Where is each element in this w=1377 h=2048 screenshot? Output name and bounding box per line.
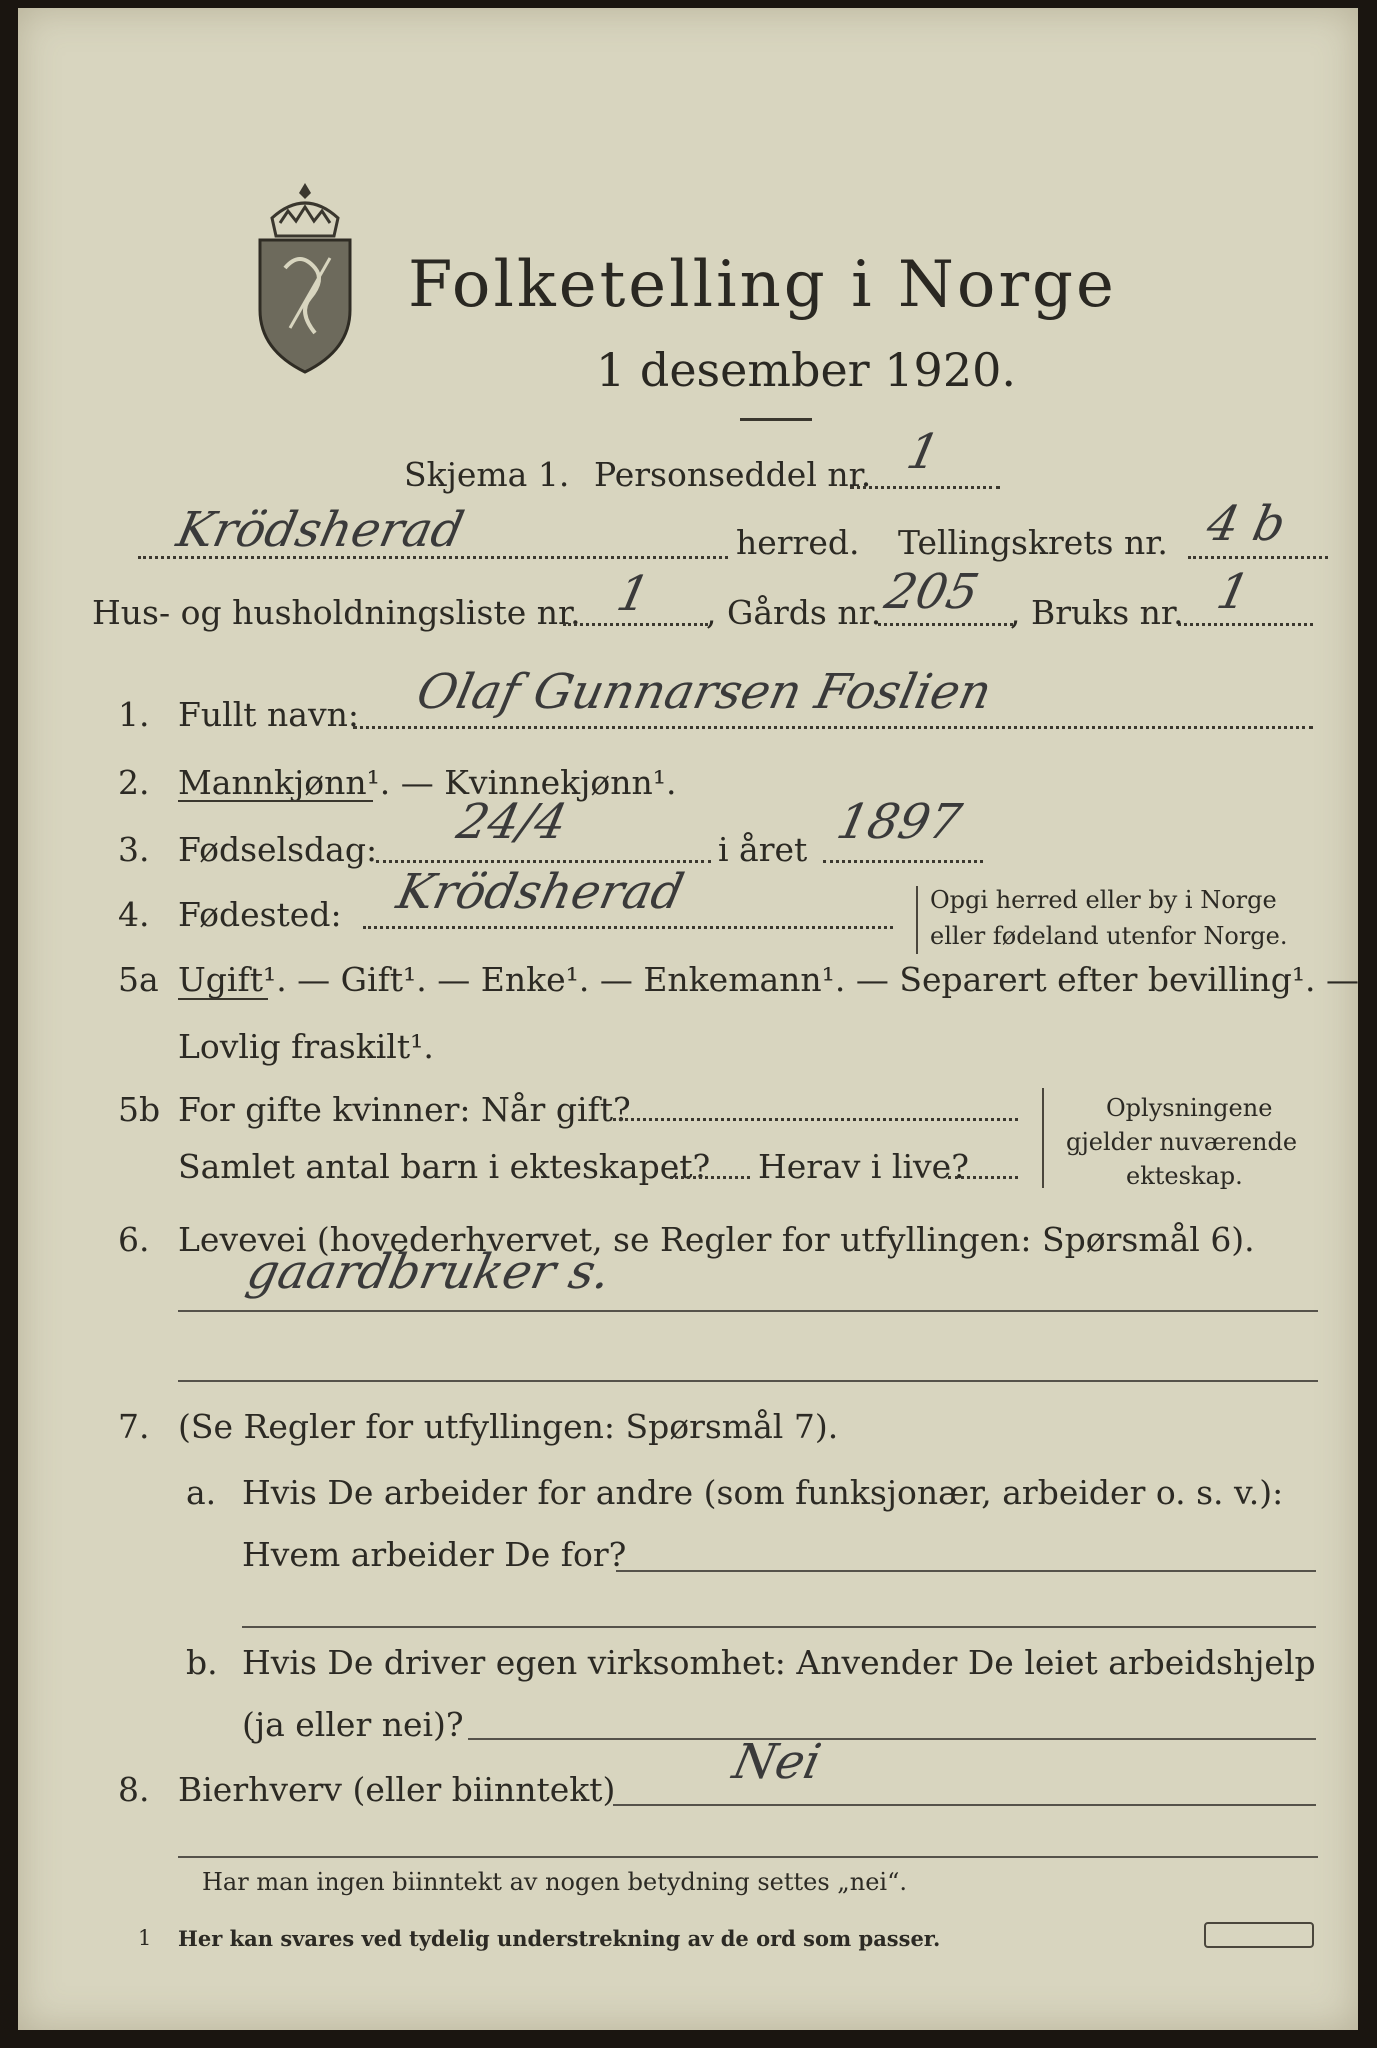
census-form-sheet [18, 8, 1358, 2030]
q6-field-line-2 [178, 1380, 1318, 1382]
q1-full-name-value: Olaf Gunnarsen Foslien [412, 664, 997, 720]
gards-value: 205 [880, 564, 984, 620]
q5a-marital-options-cont: Lovlig fraskilt¹. [178, 1027, 434, 1066]
q4-note-brace [916, 886, 918, 954]
tellingskrets-label: Tellingskrets nr. [898, 523, 1168, 562]
footer-divider [178, 1856, 1318, 1858]
q3-label: Fødselsdag: [178, 830, 378, 869]
q8-side-income-value: Nei [728, 1734, 826, 1790]
census-date: 1 desember 1920. [596, 343, 1016, 397]
q5b-married-label: For gifte kvinner: Når gift? [178, 1090, 631, 1129]
q5a-number: 5a [118, 960, 159, 999]
q3-year-value: 1897 [832, 794, 967, 850]
bruks-value: 1 [1212, 564, 1255, 620]
q8-number: 8. [118, 1770, 150, 1809]
q3-year-label: i året [718, 830, 808, 869]
tellingskrets-field-line [1188, 556, 1328, 559]
q5b-children-label: Samlet antal barn i ekteskapet? [178, 1147, 711, 1186]
bruks-field-line [1178, 623, 1313, 626]
q5b-note-line1: Oplysningene [1106, 1094, 1273, 1122]
q3-year-field-line [823, 860, 983, 863]
q5b-number: 5b [118, 1090, 161, 1129]
q7a-line2: Hvem arbeider De for? [242, 1535, 627, 1574]
q3-day-field-line [376, 860, 711, 863]
q4-number: 4. [118, 895, 150, 934]
gards-label: , Gårds nr. [706, 593, 882, 632]
herred-value: Krödsherad [172, 502, 469, 558]
herred-label: herred. [736, 523, 860, 562]
title-divider [740, 418, 812, 421]
q1-field-line [353, 726, 1313, 729]
q2-underline-mannkjonn [178, 800, 373, 802]
q4-note-line2: eller fødeland utenfor Norge. [930, 922, 1288, 950]
q5a-underline-ugift [178, 998, 268, 1000]
footnote-mark: 1 [138, 1926, 152, 1950]
hus-value: 1 [612, 566, 655, 622]
q2-gender-options: Mannkjønn¹. — Kvinnekjønn¹. [178, 763, 677, 802]
q7a-field-line-1 [616, 1570, 1316, 1572]
hus-field-line [563, 623, 708, 626]
tellingskrets-value: 4 b [1202, 496, 1291, 552]
gards-field-line [878, 623, 1013, 626]
q7a-field-line-2 [242, 1626, 1316, 1628]
q4-birthplace-value: Krödsherad [392, 864, 689, 920]
q3-number: 3. [118, 830, 150, 869]
q7-label: (Se Regler for utfyllingen: Spørsmål 7). [178, 1407, 839, 1446]
q6-number: 6. [118, 1220, 150, 1259]
q7-number: 7. [118, 1407, 150, 1446]
q5b-alive-field-line [948, 1176, 1018, 1179]
q8-field-line [613, 1804, 1316, 1806]
q8-label: Bierhverv (eller biinntekt) [178, 1770, 616, 1809]
footer-note: Har man ingen biinntekt av nogen betydning settes „nei“. [202, 1868, 907, 1896]
q7b-line1: Hvis De driver egen virksomhet: Anvender De leiet arbeidshjelp [242, 1643, 1316, 1682]
q7b-letter: b. [186, 1643, 218, 1682]
q5b-married-field-line [613, 1118, 1018, 1121]
hus-label: Hus- og husholdningsliste nr. [92, 593, 581, 632]
printer-stamp [1204, 1922, 1314, 1948]
q5b-alive-label: Herav i live? [758, 1147, 969, 1186]
q6-label: Levevei (hovederhvervet, se Regler for utfyllingen: Spørsmål 6). [178, 1220, 1255, 1259]
q2-number: 2. [118, 763, 150, 802]
q3-day-value: 24/4 [452, 794, 572, 850]
q7b-line2: (ja eller nei)? [242, 1705, 464, 1744]
q5a-marital-options: Ugift¹. — Gift¹. — Enke¹. — Enkemann¹. — Separert efter bevilling¹. — [178, 960, 1360, 999]
q5b-note-line3: ekteskap. [1126, 1162, 1243, 1190]
personseddel-field-line [850, 486, 1000, 489]
q4-note-line1: Opgi herred eller by i Norge [930, 886, 1277, 914]
q7b-field-line [468, 1738, 1316, 1740]
bruks-label: , Bruks nr. [1010, 593, 1184, 632]
q4-field-line [363, 926, 893, 929]
coat-of-arms-icon [250, 178, 360, 378]
q6-occupation-value: gaardbruker s. [242, 1244, 616, 1300]
personseddel-value: 1 [902, 424, 945, 480]
q1-label: Fullt navn: [178, 695, 359, 734]
q6-field-line-1 [178, 1310, 1318, 1312]
q5b-children-field-line [670, 1176, 750, 1179]
skjema-label: Skjema 1. [404, 455, 570, 494]
form-title: Folketelling i Norge [408, 248, 1117, 322]
q5b-note-brace [1042, 1088, 1044, 1188]
q7a-line1: Hvis De arbeider for andre (som funksjonær, arbeider o. s. v.): [242, 1473, 1284, 1512]
q1-number: 1. [118, 695, 150, 734]
personseddel-label: Personseddel nr. [594, 455, 872, 494]
footnote-text: Her kan svares ved tydelig understrekning av de ord som passer. [178, 1926, 941, 1951]
q7a-letter: a. [186, 1473, 217, 1512]
q4-label: Fødested: [178, 895, 342, 934]
q5b-note-line2: gjelder nuværende [1066, 1128, 1298, 1156]
